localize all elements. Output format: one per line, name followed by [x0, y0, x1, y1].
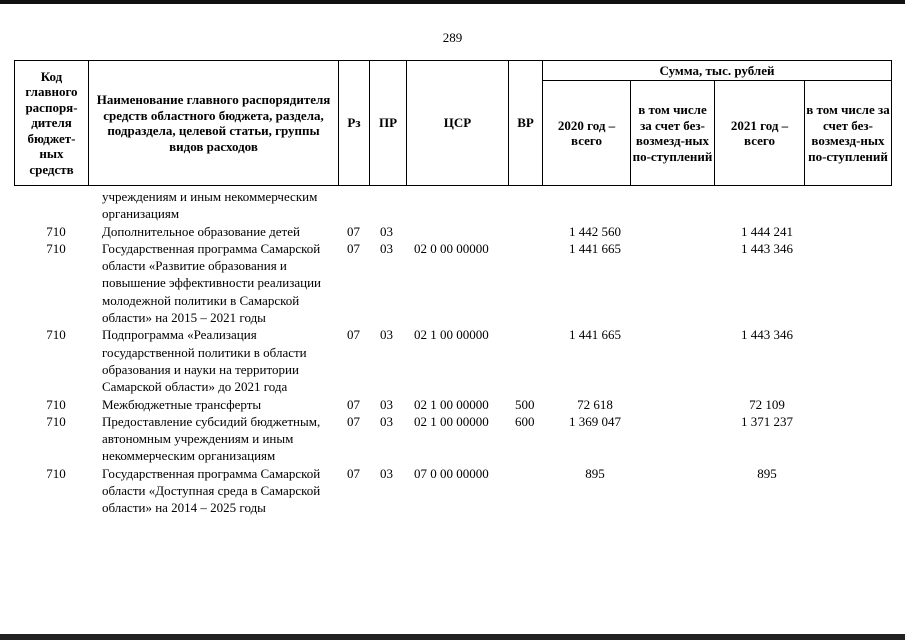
row-sum-2020: 1 442 560 — [569, 223, 621, 239]
row-sum-2020: 895 — [585, 465, 605, 481]
row-sum-2021: 72 109 — [749, 396, 785, 412]
row-csr: 02 1 00 00000 — [414, 413, 489, 429]
row-rz: 07 — [347, 327, 360, 343]
row-rz: 07 — [347, 223, 360, 239]
header-sum-group: Сумма, тыс. рублей — [659, 62, 775, 78]
header-line — [508, 60, 509, 186]
row-rz: 07 — [347, 413, 360, 429]
row-csr: 02 1 00 00000 — [414, 396, 489, 412]
header-2021-total: 2021 год – всего — [730, 117, 789, 148]
table-body — [14, 188, 892, 517]
header-line — [542, 60, 543, 186]
header-2020-gratuitous: в том числе за счет без-возмезд-ных по-ступлений — [632, 102, 713, 164]
table-row — [14, 240, 892, 326]
header-line — [630, 80, 631, 186]
row-name: Межбюджетные трансферты — [102, 396, 262, 412]
header-vr: ВР — [517, 115, 534, 131]
row-name: Предоставление субсидий бюджетным, автономным учреждениям и иным некоммерческим организациям — [102, 413, 321, 464]
row-csr: 02 0 00 00000 — [414, 240, 489, 256]
table-row — [14, 413, 892, 465]
table-row — [14, 223, 892, 240]
row-code: 710 — [46, 223, 66, 239]
row-name: Подпрограмма «Реализация государственной политики в области образования и науки на территории Самарской области» до 2021 года — [102, 327, 307, 395]
row-pr: 03 — [380, 223, 393, 239]
header-line — [542, 80, 892, 81]
row-pr: 03 — [380, 240, 393, 256]
row-sum-2020: 1 441 665 — [569, 327, 621, 343]
row-csr: 07 0 00 00000 — [414, 465, 489, 481]
row-vr: 600 — [515, 413, 535, 429]
header-line — [714, 80, 715, 186]
row-sum-2021: 895 — [757, 465, 777, 481]
top-border — [0, 0, 905, 4]
table-row — [14, 465, 892, 517]
row-pr: 03 — [380, 413, 393, 429]
row-sum-2020: 72 618 — [577, 396, 613, 412]
header-line — [338, 60, 339, 186]
table-row — [14, 188, 892, 223]
row-code: 710 — [46, 396, 66, 412]
bottom-border — [0, 634, 905, 640]
row-rz: 07 — [347, 465, 360, 481]
row-csr: 02 1 00 00000 — [414, 327, 489, 343]
header-name: Наименование главного распорядителя средств областного бюджета, раздела, подраздела, целевой статьи, группы видов расходов — [96, 92, 331, 154]
row-name: Государственная программа Самарской области «Доступная среда в Самарской области» на 2014 – 2025 годы — [102, 465, 321, 516]
row-pr: 03 — [380, 465, 393, 481]
row-rz: 07 — [347, 396, 360, 412]
page-number: 289 — [442, 30, 463, 45]
header-2021-gratuitous: в том числе за счет без-возмезд-ных по-ступлений — [806, 102, 890, 164]
row-code: 710 — [46, 465, 66, 481]
row-sum-2021: 1 444 241 — [741, 223, 793, 239]
header-line — [406, 60, 407, 186]
row-name: учреждениям и иным некоммерческим организациям — [102, 189, 318, 222]
header-csr: ЦСР — [443, 115, 472, 131]
header-line — [14, 60, 15, 186]
table-row — [14, 396, 892, 413]
row-sum-2021: 1 443 346 — [741, 240, 793, 256]
row-sum-2020: 1 369 047 — [569, 413, 621, 429]
table-header — [14, 60, 892, 186]
row-pr: 03 — [380, 327, 393, 343]
header-line — [88, 60, 89, 186]
header-pr: ПР — [378, 115, 398, 131]
header-line — [14, 185, 892, 186]
row-sum-2020: 1 441 665 — [569, 240, 621, 256]
row-vr: 500 — [515, 396, 535, 412]
row-name: Государственная программа Самарской области «Развитие образования и повышение эффективности реализации молодежной политики в Самарской области» на 2015 – 2021 годы — [102, 240, 321, 326]
row-code: 710 — [46, 327, 66, 343]
row-code: 710 — [46, 413, 66, 429]
header-line — [804, 80, 805, 186]
row-pr: 03 — [380, 396, 393, 412]
header-code: Код главного распоря-дителя бюджет-ных средств — [25, 68, 78, 177]
header-rz: Рз — [347, 115, 361, 131]
row-rz: 07 — [347, 240, 360, 256]
header-line — [891, 60, 892, 186]
row-name: Дополнительное образование детей — [102, 223, 300, 239]
row-code: 710 — [46, 240, 66, 256]
table-row — [14, 326, 892, 395]
header-line — [369, 60, 370, 186]
header-2020-total: 2020 год – всего — [557, 117, 616, 148]
row-sum-2021: 1 371 237 — [741, 413, 793, 429]
row-sum-2021: 1 443 346 — [741, 327, 793, 343]
